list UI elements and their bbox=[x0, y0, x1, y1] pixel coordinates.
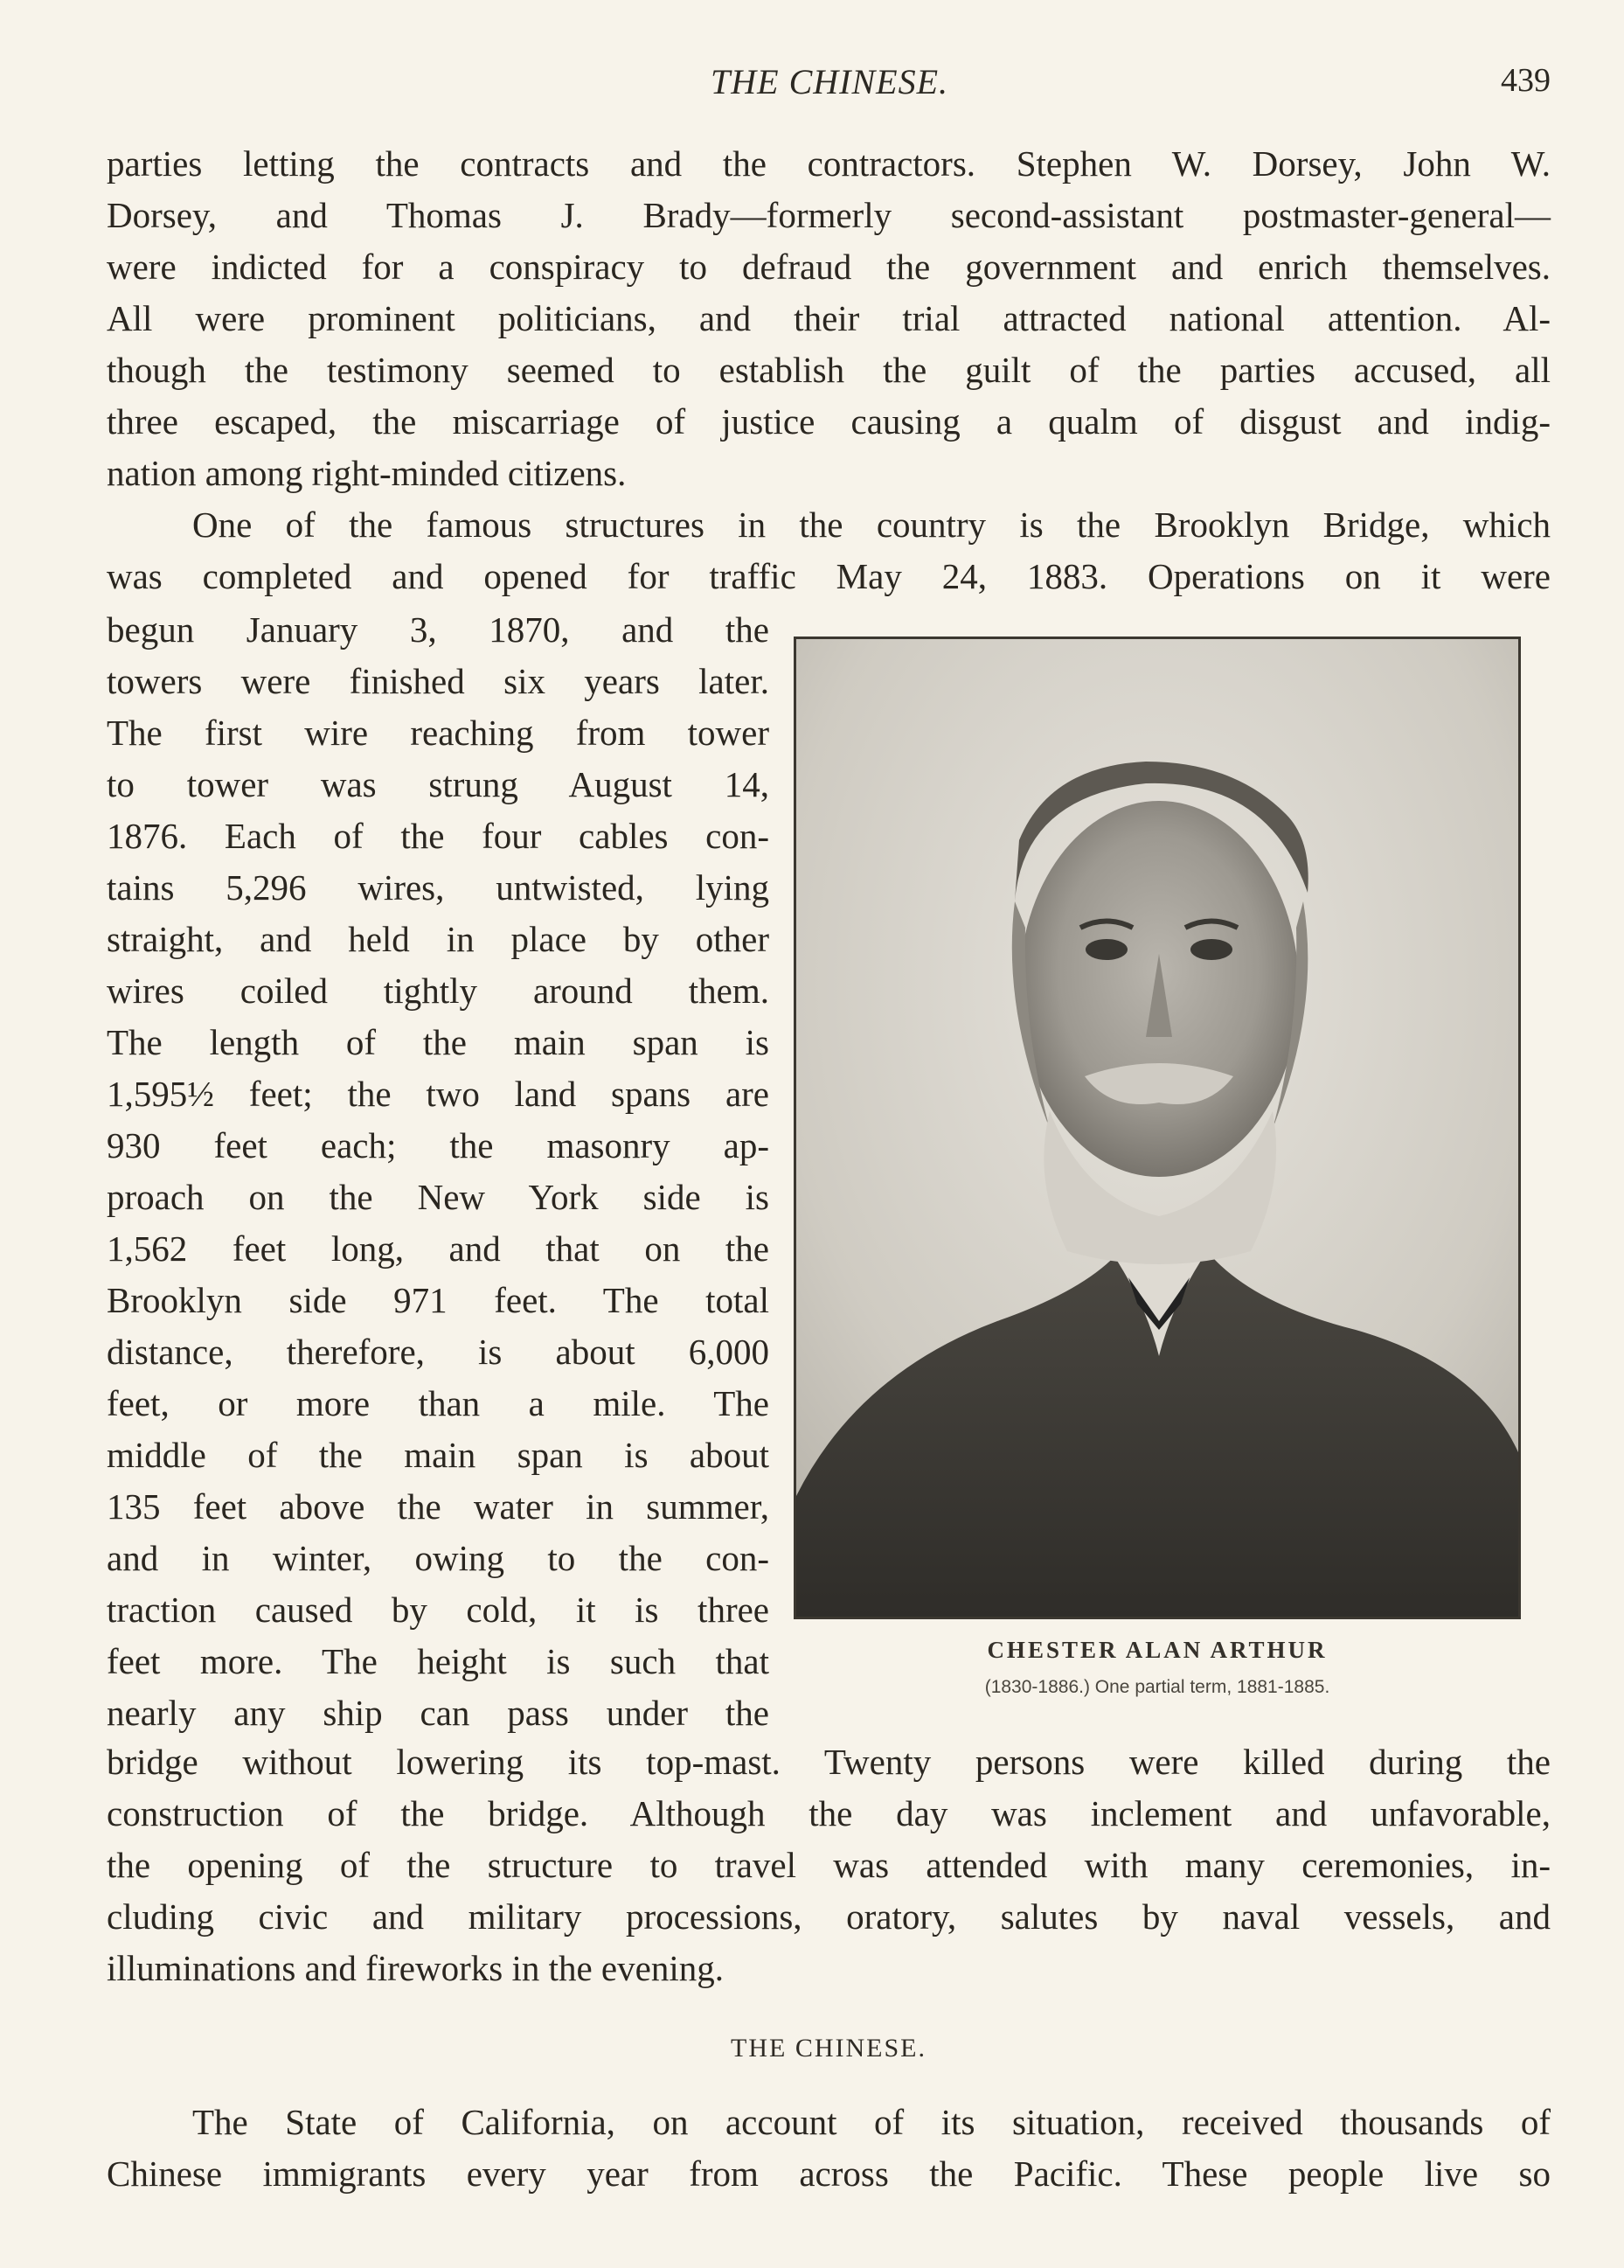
text-line: All were prominent politicians, and their trial attracted national attention. Al- bbox=[107, 298, 1551, 338]
text-line: nearly any ship can pass under the bbox=[107, 1693, 769, 1733]
text-line: The first wire reaching from tower bbox=[107, 713, 769, 753]
text-line: tains 5,296 wires, untwisted, lying bbox=[107, 867, 769, 908]
body-text-top bbox=[107, 138, 1551, 602]
text-line: and in winter, owing to the con- bbox=[107, 1538, 769, 1578]
text-line: was completed and opened for traffic May 24, 1883. Operations on it were bbox=[107, 556, 1551, 596]
text-line: feet, or more than a mile. The bbox=[107, 1383, 769, 1423]
text-line: One of the famous structures in the country is the Brooklyn Bridge, which bbox=[192, 504, 1551, 545]
text-line: proach on the New York side is bbox=[107, 1177, 769, 1217]
section-paragraph bbox=[107, 2097, 1551, 2200]
text-line: to tower was strung August 14, bbox=[107, 764, 769, 804]
text-line: nation among right-minded citizens. bbox=[107, 453, 627, 493]
body-text-column bbox=[107, 604, 769, 1739]
text-line: The length of the main span is bbox=[107, 1022, 769, 1062]
text-line: The State of California, on account of its situation, received thousands of bbox=[192, 2102, 1551, 2142]
text-line: three escaped, the miscarriage of justice causing a qualm of disgust and indig- bbox=[107, 401, 1551, 442]
text-line: cluding civic and military processions, oratory, salutes by naval vessels, and bbox=[107, 1896, 1551, 1937]
text-line: 1,595½ feet; the two land spans are bbox=[107, 1074, 769, 1114]
section-heading: THE CHINESE. bbox=[731, 2034, 927, 2063]
text-line: feet more. The height is such that bbox=[107, 1641, 769, 1681]
portrait-image bbox=[796, 639, 1518, 1617]
text-line: parties letting the contracts and the contractors. Stephen W. Dorsey, John W. bbox=[107, 143, 1551, 184]
text-line: illuminations and fireworks in the evening. bbox=[107, 1948, 724, 1988]
text-line: 930 feet each; the masonry ap- bbox=[107, 1125, 769, 1165]
text-line: Dorsey, and Thomas J. Brady—formerly second-assistant postmaster-general— bbox=[107, 195, 1551, 235]
text-line: bridge without lowering its top-mast. Twenty persons were killed during the bbox=[107, 1742, 1551, 1782]
text-line: were indicted for a conspiracy to defraud the government and enrich themselves. bbox=[107, 247, 1551, 287]
text-line: though the testimony seemed to establish the guilt of the parties accused, all bbox=[107, 350, 1551, 390]
text-line: middle of the main span is about bbox=[107, 1435, 769, 1475]
text-line: 135 feet above the water in summer, bbox=[107, 1486, 769, 1527]
running-head bbox=[108, 61, 1551, 114]
text-line: begun January 3, 1870, and the bbox=[107, 609, 769, 650]
text-line: towers were finished six years later. bbox=[107, 661, 769, 701]
body-text-bottom bbox=[107, 1736, 1551, 1994]
text-line: 1876. Each of the four cables con- bbox=[107, 816, 769, 856]
text-line: straight, and held in place by other bbox=[107, 919, 769, 959]
text-line: construction of the bridge. Although the day was inclement and unfavorable, bbox=[107, 1793, 1551, 1833]
text-line: distance, therefore, is about 6,000 bbox=[107, 1332, 769, 1372]
text-line: the opening of the structure to travel was attended with many ceremonies, in- bbox=[107, 1845, 1551, 1885]
text-line: traction caused by cold, it is three bbox=[107, 1590, 769, 1630]
portrait-caption-detail: (1830-1886.) One partial term, 1881-1885. bbox=[984, 1677, 1330, 1697]
text-line: Chinese immigrants every year from across the Pacific. These people live so bbox=[107, 2153, 1551, 2194]
portrait-caption-name: CHESTER ALAN ARTHUR bbox=[987, 1637, 1328, 1663]
text-line: wires coiled tightly around them. bbox=[107, 971, 769, 1011]
page-number: 439 bbox=[1501, 62, 1551, 99]
running-title: THE CHINESE. bbox=[711, 62, 948, 101]
text-line: 1,562 feet long, and that on the bbox=[107, 1228, 769, 1269]
portrait-photograph bbox=[794, 637, 1521, 1619]
text-line: Brooklyn side 971 feet. The total bbox=[107, 1280, 769, 1320]
